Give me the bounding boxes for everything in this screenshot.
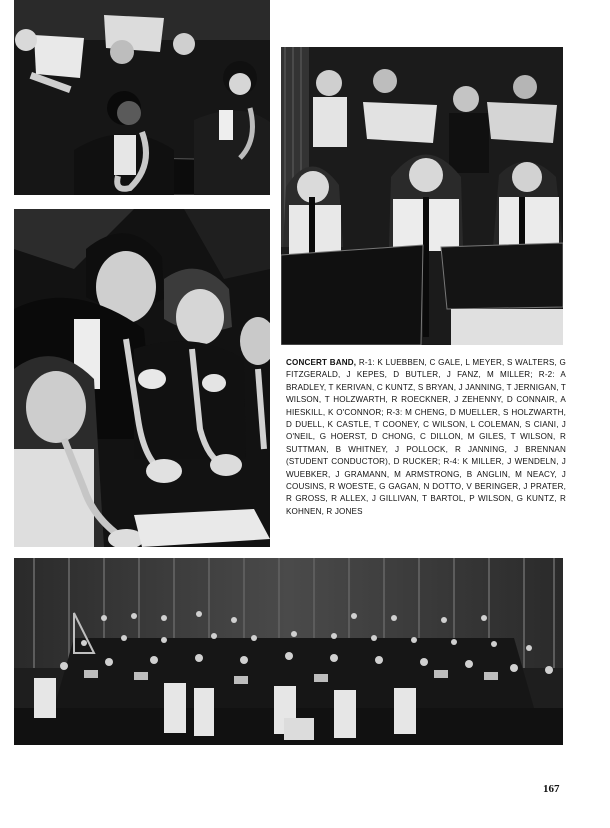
photo-clarinet-players bbox=[281, 47, 563, 345]
photo-concert-band-stage bbox=[14, 558, 563, 745]
page-number: 167 bbox=[543, 783, 560, 795]
band-photo-graphic bbox=[14, 0, 270, 195]
photo-band-members bbox=[14, 0, 270, 195]
clarinet-photo-graphic bbox=[281, 47, 563, 345]
photo-trumpet-players bbox=[14, 209, 270, 547]
caption-text: R-1: K LUEBBEN, C GALE, L MEYER, S WALTERS, G FITZGERALD, J KEPES, D BUTLER, J FANZ, M MILLER; R-2: A BRADLEY, T KERIVAN, C KUNTZ, S BRYAN, J JANNING, T JERNIGAN, T WILSON, T HOLZWARTH, R ROECKNER, J ZEHENNY, D CONNAIR, A HIESKILL, K O'CONNOR; R-3: M CHENG, D MUELLER, S HOLZWARTH, D DUELL, K CASTLE, T COONEY, C WILSON, L COLEMAN, S CIANI, J O'NEIL, G HOERST, D CHONG, C DILLON, M GILES, T WILSON, R SUTTMAN, B WHITNEY, J POLLOCK, R JANNING, J BRENNAN (STUDENT CONDUCTOR), D RUCKER; R-4: K MILLER, J WENDELN, J WUEBKER, J GRAMANN, M ARMSTRONG, B ANGLIN, M NEACY, J COUSINS, R WOESTE, G GAGAN, N DOTTO, V BERINGER, J PRATER, R GROSS, R ALLEX, J GILLIVAN, T BARTOL, P WILSON, G KUNTZ, R KOHNEN, R JONES bbox=[286, 358, 566, 516]
band-roster-caption bbox=[286, 357, 566, 518]
caption-heading: CONCERT BAND, bbox=[286, 358, 357, 367]
stage-photo-graphic bbox=[14, 558, 563, 745]
trumpet-photo-graphic bbox=[14, 209, 270, 547]
